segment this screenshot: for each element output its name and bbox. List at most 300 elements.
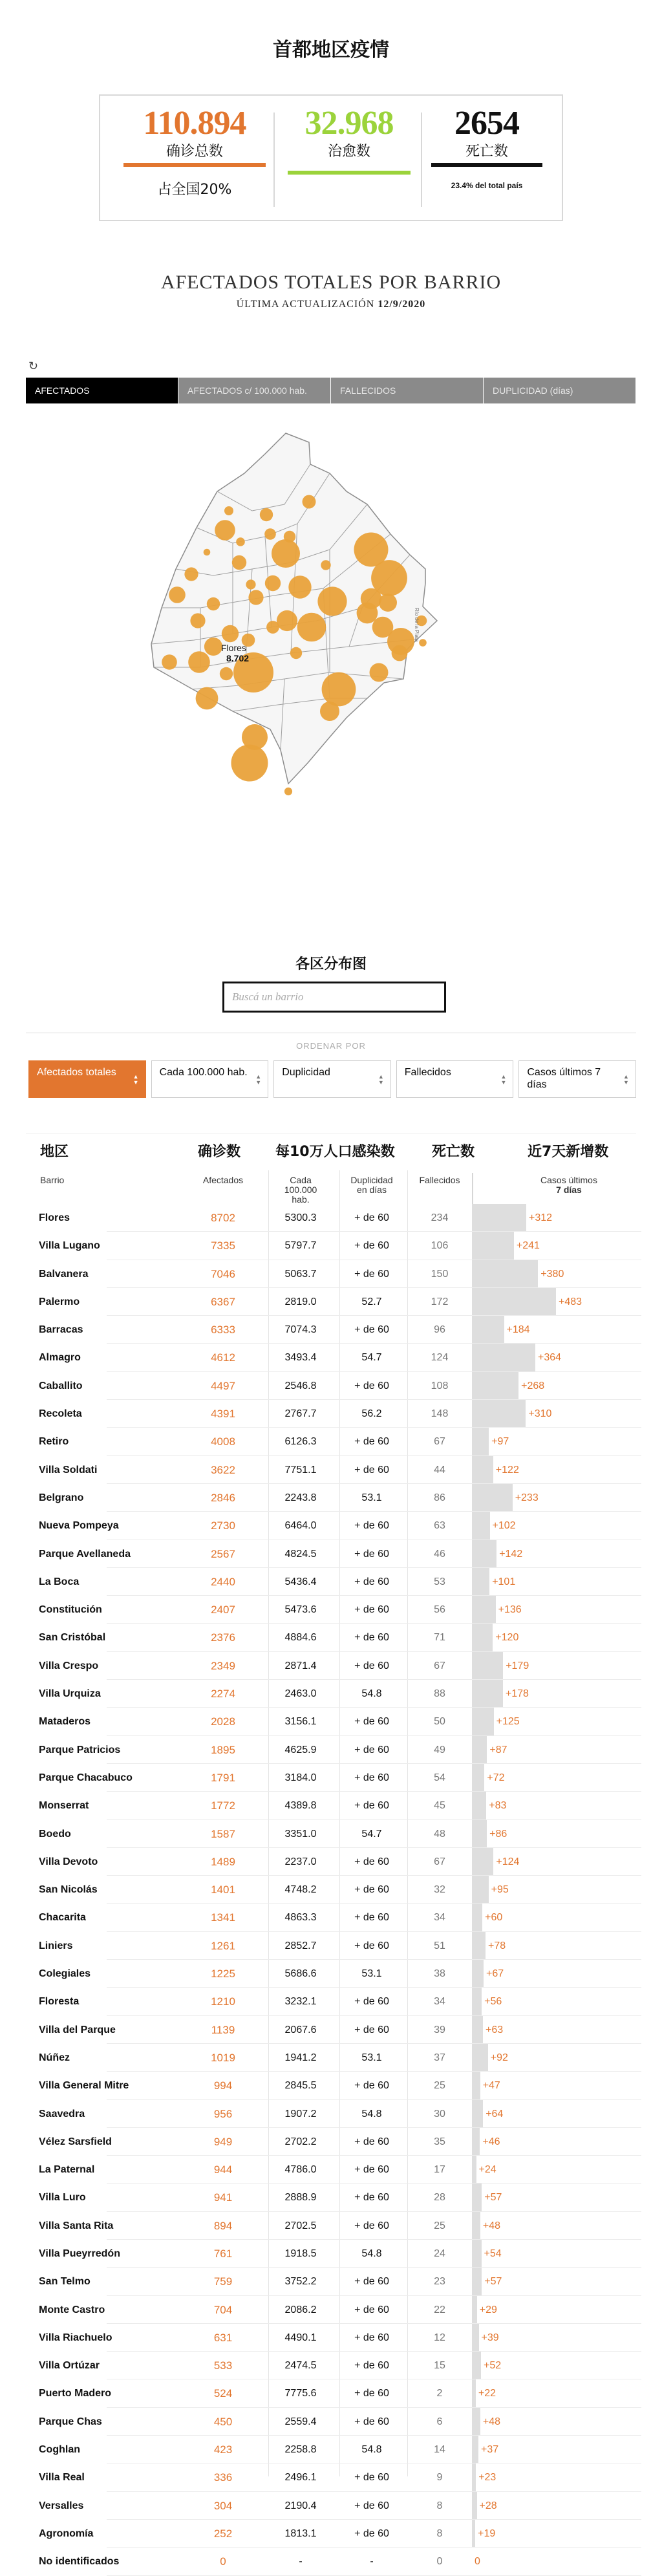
duplicity-value: 53.1 — [361, 1968, 382, 1980]
table-row[interactable] — [39, 1820, 641, 1848]
map-bubble[interactable] — [204, 549, 211, 556]
affected-value: 2274 — [211, 1688, 235, 1701]
new7-cell — [472, 1568, 635, 1596]
map-bubble[interactable] — [260, 508, 273, 521]
new7-value: +241 — [516, 1240, 540, 1252]
duplicity-value: 54.8 — [361, 1688, 382, 1700]
new7-value: +64 — [486, 2108, 504, 2120]
new7-bar — [472, 1848, 493, 1876]
per100k-value: 2767.7 — [284, 1408, 317, 1420]
new7-value: +92 — [490, 2052, 508, 2063]
new7-bar — [472, 2492, 477, 2520]
new7-cell — [472, 1232, 635, 1260]
barrio-search-input[interactable] — [222, 982, 446, 1013]
sort-fallecidos-button[interactable] — [396, 1060, 514, 1098]
affected-value: 4497 — [211, 1379, 235, 1392]
affected-value: 336 — [213, 2471, 233, 2484]
barrio-name: Parque Patricios — [39, 1744, 121, 1755]
duplicity-value: + de 60 — [354, 1940, 389, 1951]
row-divider — [107, 2575, 641, 2576]
deaths-value: 67 — [434, 1436, 445, 1448]
per100k-value: 2258.8 — [284, 2444, 317, 2456]
new7-value: +136 — [498, 1604, 522, 1616]
map-bubble[interactable] — [248, 590, 263, 605]
sort-arrows-icon: ▲ ▼ — [133, 1073, 139, 1086]
table-row[interactable] — [39, 1680, 641, 1708]
table-row[interactable] — [39, 1652, 641, 1680]
table-row[interactable] — [39, 1204, 641, 1232]
table-row[interactable] — [39, 2379, 641, 2407]
per100k-value: 4748.2 — [284, 1884, 317, 1896]
table-row[interactable] — [39, 1456, 641, 1484]
barrio-name: Almagro — [39, 1352, 81, 1364]
duplicity-value: + de 60 — [354, 1912, 389, 1924]
new7-cell — [472, 1708, 635, 1735]
per100k-value: 2067.6 — [284, 2024, 317, 2035]
new7-value: +102 — [492, 1520, 516, 1532]
new7-bar — [472, 1372, 518, 1400]
sort-label: Fallecidos — [404, 1067, 451, 1078]
affected-value: 1019 — [211, 2051, 235, 2064]
duplicity-value: + de 60 — [354, 2528, 389, 2539]
table-row[interactable] — [39, 1372, 641, 1400]
table-row[interactable] — [39, 2548, 641, 2575]
confirmed-stat — [123, 105, 266, 199]
barrio-name: Palermo — [39, 1296, 80, 1307]
table-row[interactable] — [39, 1512, 641, 1540]
duplicity-value: + de 60 — [354, 2136, 389, 2147]
district-map[interactable] — [136, 414, 498, 853]
map-bubble[interactable] — [220, 667, 233, 680]
new7-value: +52 — [484, 2360, 502, 2372]
new7-bar — [472, 1624, 493, 1651]
confirmed-underline — [123, 163, 266, 167]
table-row[interactable] — [39, 1316, 641, 1344]
new7-bar — [472, 1456, 493, 1484]
new7-bar — [472, 1260, 538, 1288]
update-date: 12/9/2020 — [378, 299, 426, 310]
per100k-value: 2496.1 — [284, 2472, 317, 2484]
barrio-name: Villa General Mitre — [39, 2080, 129, 2092]
per100k-value: 3752.2 — [284, 2276, 317, 2288]
deaths-value: 150 — [431, 1268, 449, 1280]
per100k-value: 2888.9 — [284, 2192, 317, 2204]
table-row[interactable] — [39, 2463, 641, 2491]
map-bubble[interactable] — [320, 702, 339, 721]
map-bubble[interactable] — [303, 495, 316, 509]
table-row[interactable] — [39, 2436, 641, 2463]
table-row[interactable] — [39, 1344, 641, 1371]
duplicity-value: + de 60 — [354, 1996, 389, 2008]
sort-label: Afectados totales — [37, 1067, 116, 1078]
deaths-value: 28 — [434, 2192, 445, 2204]
new7-bar — [472, 1904, 482, 1931]
per100k-value: 2871.4 — [284, 1660, 317, 1671]
new7-value: +124 — [496, 1856, 520, 1867]
map-bubble[interactable] — [236, 537, 245, 546]
per100k-value: 5436.4 — [284, 1576, 317, 1587]
deaths-value: 17 — [434, 2164, 445, 2176]
new7-value: +179 — [506, 1660, 529, 1671]
new7-value: +28 — [479, 2500, 497, 2511]
stat-divider — [421, 113, 422, 207]
barrio-name: Parque Chas — [39, 2416, 102, 2427]
map-bubble[interactable] — [272, 539, 300, 568]
table-row[interactable] — [39, 1428, 641, 1455]
sort-label: Duplicidad — [282, 1067, 330, 1078]
table-row[interactable] — [39, 2212, 641, 2240]
new7-cell — [472, 2436, 635, 2463]
per100k-value: 2702.5 — [284, 2220, 317, 2231]
new7-bar — [472, 1316, 504, 1344]
map-bubble[interactable] — [317, 586, 347, 616]
new7-cell — [472, 2072, 635, 2099]
map-bubble[interactable] — [361, 588, 381, 609]
table-row[interactable] — [39, 2296, 641, 2324]
duplicity-value: + de 60 — [354, 2472, 389, 2484]
deaths-value: 22 — [434, 2304, 445, 2315]
header-per100k: Cada 100.000 hab. — [284, 1175, 317, 1205]
new7-value: +83 — [489, 1800, 507, 1812]
header-new7-title: Casos últimos — [540, 1175, 597, 1185]
new7-value: +54 — [484, 2248, 502, 2259]
stat-divider — [273, 113, 275, 207]
table-row[interactable] — [39, 1288, 641, 1316]
table-row[interactable] — [39, 1792, 641, 1819]
new7-cell — [472, 2352, 635, 2379]
map-bubble[interactable] — [379, 594, 397, 612]
table-row[interactable] — [39, 1624, 641, 1651]
duplicity-value: + de 60 — [354, 1212, 389, 1223]
map-bubble[interactable] — [215, 520, 235, 541]
map-bubble[interactable] — [297, 613, 326, 642]
barrio-name: Nueva Pompeya — [39, 1520, 119, 1532]
new7-bar — [472, 2128, 480, 2156]
map-bubble[interactable] — [162, 654, 177, 670]
duplicity-value: 54.8 — [361, 2444, 382, 2456]
river-label — [414, 608, 420, 642]
sort-arrows-icon: ▲ ▼ — [378, 1073, 384, 1086]
new7-value: +233 — [515, 1492, 539, 1503]
table-row[interactable] — [39, 2520, 641, 2548]
affected-value: 533 — [213, 2359, 233, 2372]
deaths-value: 106 — [431, 1240, 449, 1252]
per100k-value: 3184.0 — [284, 1772, 317, 1783]
duplicity-value: 52.7 — [361, 1296, 382, 1307]
new7-cell — [472, 1820, 635, 1848]
barrio-name: Colegiales — [39, 1968, 91, 1980]
affected-value: 0 — [220, 2555, 226, 2568]
new7-bar — [472, 2436, 478, 2463]
barrio-table — [39, 1204, 641, 2576]
tab-afectados-100k[interactable]: AFECTADOS c/ 100.000 hab. — [178, 378, 331, 403]
new7-cell — [472, 2128, 635, 2156]
table-row[interactable] — [39, 1960, 641, 1988]
map-bubble[interactable] — [284, 531, 295, 542]
per100k-value: 6464.0 — [284, 1520, 317, 1532]
table-row[interactable] — [39, 2492, 641, 2520]
header-afectados: Afectados — [202, 1175, 244, 1185]
new7-cell — [472, 1652, 635, 1680]
header-confirmed-cn: 确诊数 — [198, 1144, 241, 1160]
new7-bar — [472, 2408, 480, 2436]
table-row[interactable] — [39, 1932, 641, 1960]
deaths-value: 32 — [434, 1884, 445, 1896]
duplicity-value: + de 60 — [354, 1632, 389, 1644]
barrio-name: Villa Soldati — [39, 1464, 98, 1476]
barrio-name: Vélez Sarsfield — [39, 2136, 112, 2147]
table-row[interactable] — [39, 2016, 641, 2044]
sort-buttons — [28, 1060, 636, 1098]
table-row[interactable] — [39, 1904, 641, 1931]
new7-bar — [472, 2240, 482, 2268]
deaths-value: 234 — [431, 1212, 449, 1223]
deaths-value: 34 — [434, 1996, 445, 2008]
table-row[interactable] — [39, 1568, 641, 1596]
barrio-name: Retiro — [39, 1436, 69, 1448]
map-bubble[interactable] — [288, 575, 311, 598]
table-row[interactable] — [39, 2100, 641, 2128]
barrio-name: Belgrano — [39, 1492, 84, 1503]
per100k-value: 7751.1 — [284, 1464, 317, 1476]
new7-cell — [472, 1848, 635, 1876]
table-row[interactable] — [39, 1232, 641, 1260]
affected-value: 2846 — [211, 1491, 235, 1504]
table-row[interactable] — [39, 2408, 641, 2436]
table-row[interactable] — [39, 2044, 641, 2072]
per100k-value: 2702.2 — [284, 2136, 317, 2147]
map-bubble[interactable] — [264, 528, 276, 540]
new7-cell — [472, 1764, 635, 1792]
deaths-value: 39 — [434, 2024, 445, 2035]
new7-value: +87 — [489, 1744, 507, 1755]
map-bubble[interactable] — [222, 625, 239, 642]
new7-value: +268 — [521, 1380, 545, 1391]
deaths-value: 67 — [434, 1660, 445, 1671]
map-bubble[interactable] — [242, 724, 268, 750]
new7-value: +57 — [484, 2276, 502, 2288]
table-row[interactable] — [39, 1736, 641, 1764]
affected-value: 3622 — [211, 1463, 235, 1476]
sort-per100k-button[interactable] — [151, 1060, 269, 1098]
new7-bar — [472, 1568, 489, 1596]
barrio-name: Recoleta — [39, 1408, 82, 1420]
table-row[interactable] — [39, 2324, 641, 2352]
table-row[interactable] — [39, 1260, 641, 1288]
new7-cell — [472, 2296, 635, 2324]
new7-cell — [472, 1540, 635, 1568]
header-duplicidad: Duplicidad en días — [350, 1175, 393, 1195]
new7-value: +57 — [484, 2192, 502, 2204]
map-bubble[interactable] — [290, 647, 302, 659]
sort-afectados-button[interactable] — [28, 1060, 146, 1098]
map-bubble[interactable] — [277, 610, 297, 631]
map-bubble[interactable] — [354, 533, 389, 567]
sort-duplicidad-button[interactable] — [273, 1060, 391, 1098]
barrio-name: Puerto Madero — [39, 2388, 112, 2399]
confirmed-label: 确诊总数 — [166, 144, 223, 160]
table-row[interactable] — [39, 1988, 641, 2015]
duplicity-value: + de 60 — [354, 2024, 389, 2035]
new7-bar — [472, 2379, 476, 2407]
new7-value: +37 — [481, 2444, 499, 2456]
affected-value: 944 — [213, 2163, 233, 2176]
map-bubble[interactable] — [246, 579, 255, 589]
map-bubble[interactable] — [188, 651, 210, 673]
duplicity-value: + de 60 — [354, 2500, 389, 2511]
new7-bar — [472, 1400, 526, 1428]
barrio-name: Villa Pueyrredón — [39, 2248, 120, 2259]
affected-value: 761 — [213, 2247, 233, 2260]
new7-bar — [472, 1512, 490, 1540]
map-bubble[interactable] — [184, 567, 198, 581]
table-row[interactable] — [39, 2352, 641, 2379]
new7-cell — [472, 1988, 635, 2015]
new7-value: +19 — [478, 2528, 496, 2539]
deaths-value: 124 — [431, 1352, 449, 1364]
duplicity-value: + de 60 — [354, 2388, 389, 2399]
barrio-name: La Paternal — [39, 2164, 95, 2176]
deaths-value: 37 — [434, 2052, 445, 2063]
barrio-name: Parque Chacabuco — [39, 1772, 133, 1783]
table-row[interactable] — [39, 1484, 641, 1512]
new7-bar — [472, 1232, 514, 1260]
duplicity-value: + de 60 — [354, 2416, 389, 2427]
barrio-name: Balvanera — [39, 1268, 89, 1280]
map-bubble[interactable] — [266, 621, 279, 634]
table-row[interactable] — [39, 1400, 641, 1428]
tab-fallecidos[interactable]: FALLECIDOS — [331, 378, 484, 403]
table-row[interactable] — [39, 2268, 641, 2295]
map-bubble[interactable] — [196, 687, 219, 710]
table-row[interactable] — [39, 2184, 641, 2211]
new7-cell — [472, 1624, 635, 1651]
new7-value: +78 — [488, 1940, 506, 1951]
affected-value: 1210 — [211, 1995, 235, 2008]
table-row[interactable] — [39, 1708, 641, 1735]
per100k-value: 2243.8 — [284, 1492, 317, 1503]
deaths-value: 34 — [434, 1912, 445, 1924]
map-bubble[interactable] — [322, 672, 356, 707]
header-deaths-cn: 死亡数 — [432, 1144, 475, 1160]
deaths-value: 8 — [436, 2500, 443, 2511]
tab-afectados[interactable]: AFECTADOS — [26, 378, 178, 403]
tab-duplicidad[interactable]: DUPLICIDAD (días) — [484, 378, 636, 403]
map-bubble[interactable] — [370, 663, 389, 682]
per100k-value: 5300.3 — [284, 1212, 317, 1223]
barrio-name: Coghlan — [39, 2444, 80, 2456]
recovered-stat — [288, 105, 411, 175]
map-bubble[interactable] — [284, 788, 292, 795]
new7-value: +178 — [505, 1688, 529, 1700]
new7-bar — [472, 1344, 535, 1371]
new7-cell — [472, 1904, 635, 1931]
affected-value: 6333 — [211, 1324, 235, 1336]
table-row[interactable] — [39, 1540, 641, 1568]
table-row[interactable] — [39, 2072, 641, 2099]
table-row[interactable] — [39, 1848, 641, 1876]
affected-value: 2407 — [211, 1604, 235, 1616]
deaths-value: 49 — [434, 1744, 445, 1755]
map-bubble[interactable] — [190, 613, 205, 628]
new7-bar — [472, 1652, 503, 1680]
new7-value: +56 — [484, 1996, 502, 2008]
new7-value: +142 — [499, 1548, 523, 1560]
per100k-value: 2819.0 — [284, 1296, 317, 1307]
summary-box — [99, 94, 563, 221]
map-bubble[interactable] — [224, 506, 233, 515]
new7-value: +86 — [489, 1828, 507, 1840]
header-new7 — [537, 1175, 601, 1195]
map-bubble[interactable] — [321, 560, 330, 570]
new7-value: +95 — [491, 1884, 509, 1896]
map-bubble[interactable] — [204, 638, 222, 656]
deaths-value: 172 — [431, 1296, 449, 1307]
new7-value: +483 — [559, 1296, 582, 1307]
duplicity-value: + de 60 — [354, 2220, 389, 2231]
new7-value: +24 — [478, 2164, 496, 2176]
map-bubble[interactable] — [231, 745, 268, 782]
deaths-underline — [431, 163, 542, 167]
affected-value: 524 — [213, 2387, 233, 2400]
per100k-value: 5063.7 — [284, 1268, 317, 1280]
new7-cell — [472, 2240, 635, 2268]
duplicity-value: + de 60 — [354, 1884, 389, 1896]
map-bubble[interactable] — [169, 586, 186, 603]
tooltip-value: 8.702 — [226, 653, 250, 663]
map-bubble[interactable] — [207, 597, 220, 610]
map-bubble[interactable] — [372, 617, 394, 638]
new7-bar — [472, 2463, 476, 2491]
new7-cell — [472, 2548, 635, 2575]
per100k-value: 3156.1 — [284, 1716, 317, 1728]
barrio-name: San Cristóbal — [39, 1632, 106, 1644]
map-bubble[interactable] — [232, 555, 246, 570]
new7-bar — [472, 2016, 483, 2044]
new7-value: +47 — [482, 2080, 500, 2092]
per100k-value: 3351.0 — [284, 1828, 317, 1840]
table-row[interactable] — [39, 1596, 641, 1624]
new7-cell — [472, 2212, 635, 2240]
duplicity-value: + de 60 — [354, 2304, 389, 2315]
deaths-value: 53 — [434, 1576, 445, 1587]
table-row[interactable] — [39, 1764, 641, 1792]
affected-value: 7046 — [211, 1267, 235, 1280]
affected-value: 2028 — [211, 1715, 235, 1728]
map-bubble[interactable] — [265, 575, 281, 591]
duplicity-value: + de 60 — [354, 1548, 389, 1560]
new7-cell — [472, 1736, 635, 1764]
deaths-value: 2 — [436, 2388, 443, 2399]
per100k-value: 2086.2 — [284, 2304, 317, 2315]
affected-value: 2730 — [211, 1519, 235, 1532]
new7-cell — [472, 2184, 635, 2211]
map-bubble[interactable] — [392, 645, 408, 661]
table-row[interactable] — [39, 1876, 641, 1904]
table-row[interactable] — [39, 2156, 641, 2184]
barrio-name: Constitución — [39, 1604, 102, 1616]
sort-7dias-button[interactable] — [518, 1060, 636, 1098]
new7-cell — [472, 1456, 635, 1484]
affected-value: 1895 — [211, 1743, 235, 1756]
table-row[interactable] — [39, 2240, 641, 2268]
affected-value: 1489 — [211, 1855, 235, 1868]
new7-bar — [472, 1960, 484, 1988]
new7-value: 0 — [475, 2556, 480, 2568]
table-row[interactable] — [39, 2128, 641, 2156]
affected-value: 2376 — [211, 1631, 235, 1644]
new7-bar — [472, 2268, 482, 2295]
